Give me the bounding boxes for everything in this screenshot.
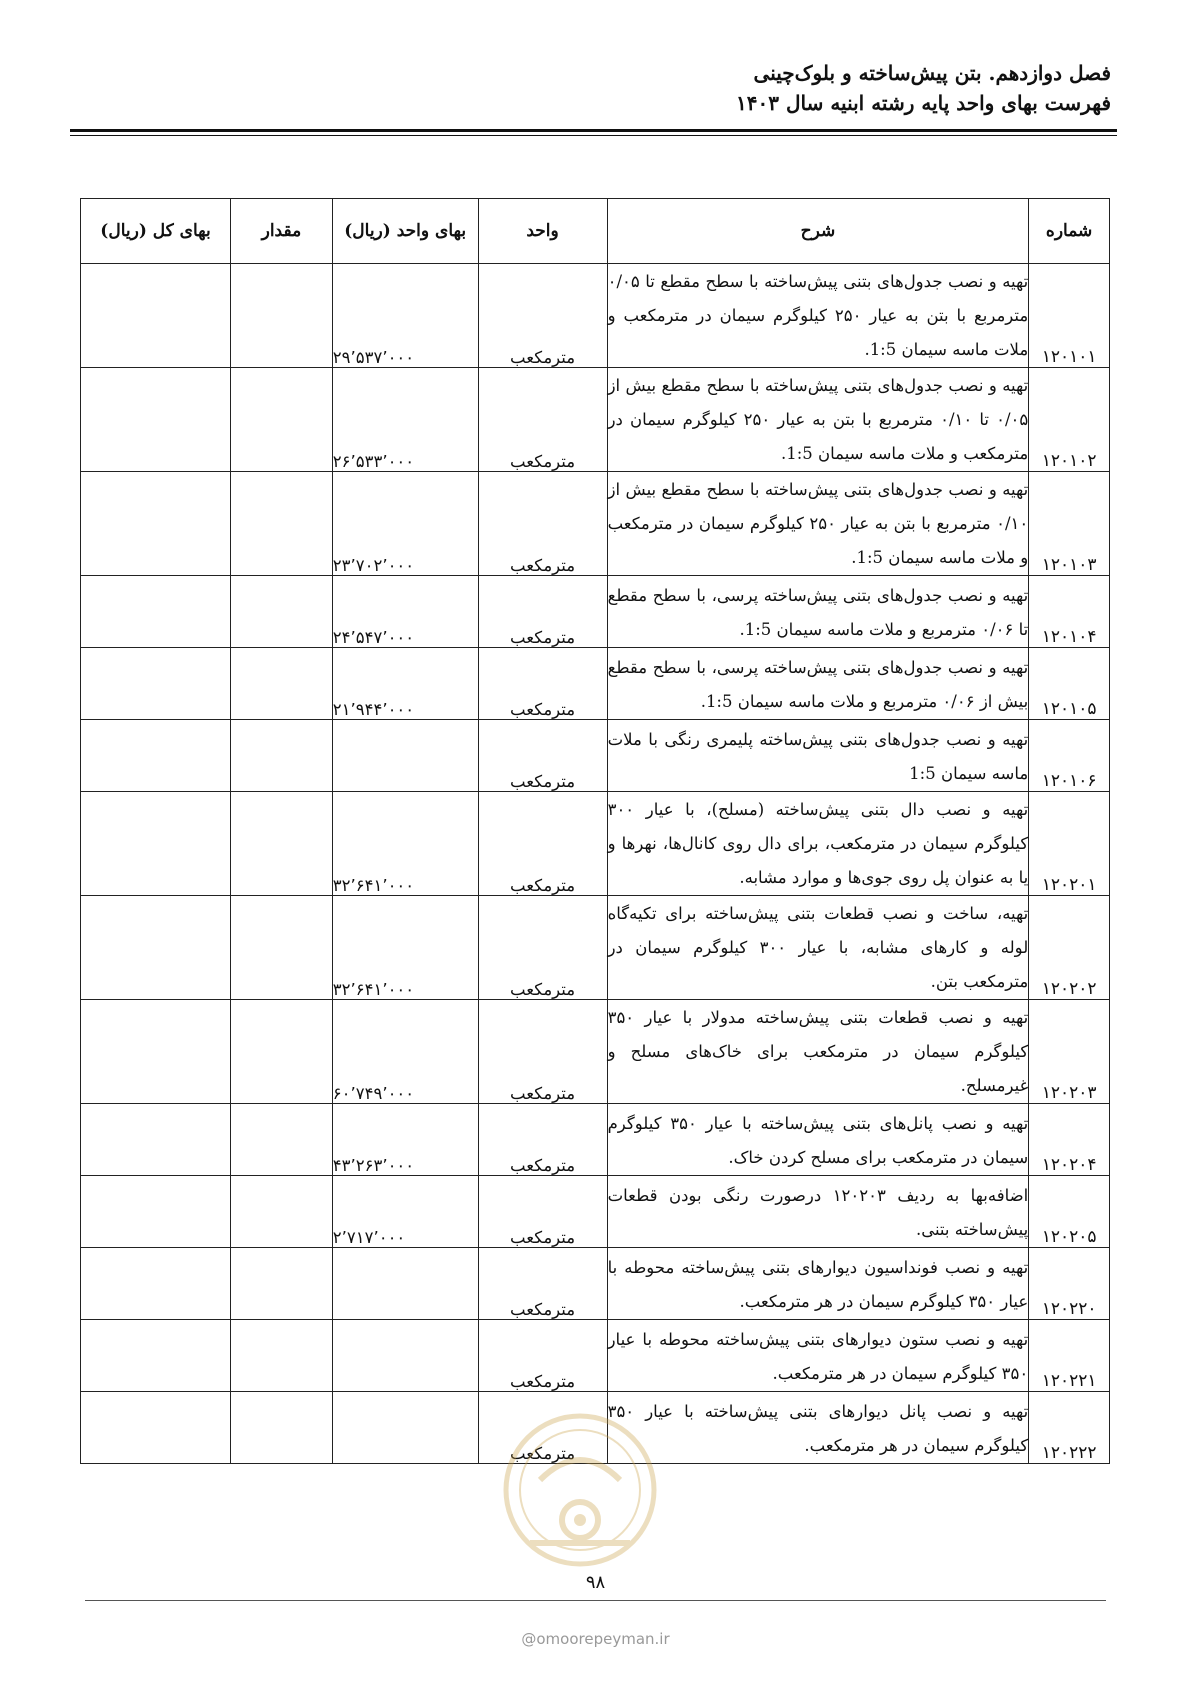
item-total-price xyxy=(81,1320,231,1392)
table-row xyxy=(81,368,1110,472)
item-unit-price: ۲۴٬۵۴۷٬۰۰۰ xyxy=(332,576,478,648)
item-description: تهیه و نصب ستون دیوارهای بتنی پیش‌ساخته محوطه با عیار ۳۵۰ کیلوگرم سیمان در هر مترمکعب. xyxy=(607,1320,1029,1392)
table-row xyxy=(81,1000,1110,1104)
item-quantity xyxy=(231,1176,333,1248)
header-description: شرح xyxy=(607,199,1029,264)
table-row xyxy=(81,648,1110,720)
item-description: تهیه و نصب جدول‌های بتنی پیش‌ساخته با سطح مقطع تا ۰/۰۵ مترمربع با بتن به عیار ۲۵۰ کیلوگرم سیمان در مترمکعب و ملات ماسه سیمان 1:5. xyxy=(607,264,1029,368)
item-unit: مترمکعب xyxy=(478,1104,607,1176)
item-unit: مترمکعب xyxy=(478,792,607,896)
watermark-seal xyxy=(500,1410,660,1575)
item-total-price xyxy=(81,896,231,1000)
page-number: ۹۸ xyxy=(585,1572,606,1593)
item-quantity xyxy=(231,648,333,720)
item-unit-price: ۳۲٬۶۴۱٬۰۰۰ xyxy=(332,792,478,896)
header-rule-thick xyxy=(70,129,1117,132)
item-description: تهیه و نصب دال بتنی پیش‌ساخته (مسلح)، با عیار ۳۰۰ کیلوگرم سیمان در مترمکعب، برای دال روی کانال‌ها، نهرها و یا به عنوان پل روی جوی‌ها و موارد مشابه. xyxy=(607,792,1029,896)
item-total-price xyxy=(81,648,231,720)
page-header xyxy=(70,58,1111,118)
item-quantity xyxy=(231,368,333,472)
item-unit: مترمکعب xyxy=(478,264,607,368)
item-quantity xyxy=(231,264,333,368)
item-quantity xyxy=(231,1000,333,1104)
table-row xyxy=(81,264,1110,368)
item-unit-price xyxy=(332,720,478,792)
item-total-price xyxy=(81,1176,231,1248)
footer-rule xyxy=(85,1600,1106,1601)
item-quantity xyxy=(231,896,333,1000)
item-quantity xyxy=(231,1392,333,1464)
item-quantity xyxy=(231,1320,333,1392)
item-description: اضافه‌بها به ردیف ۱۲۰۲۰۳ درصورت رنگی بودن قطعات پیش‌ساخته بتنی. xyxy=(607,1176,1029,1248)
chapter-title: فصل دوازدهم. بتن پیش‌ساخته و بلوک‌چینی xyxy=(753,61,1111,85)
table-row xyxy=(81,1248,1110,1320)
header-number: شماره xyxy=(1029,199,1110,264)
item-unit-price xyxy=(332,1248,478,1320)
table-row xyxy=(81,1320,1110,1392)
item-unit: مترمکعب xyxy=(478,576,607,648)
item-number: ۱۲۰۱۰۲ xyxy=(1029,368,1110,472)
item-total-price xyxy=(81,472,231,576)
item-unit: مترمکعب xyxy=(478,1248,607,1320)
item-unit-price xyxy=(332,1320,478,1392)
item-description: تهیه و نصب پانل دیوارهای بتنی پیش‌ساخته با عیار ۳۵۰ کیلوگرم سیمان در هر مترمکعب. xyxy=(607,1392,1029,1464)
site-link[interactable]: @omoorepeyman.ir xyxy=(521,1630,670,1648)
item-total-price xyxy=(81,368,231,472)
item-description: تهیه و نصب فونداسیون دیوارهای بتنی پیش‌ساخته محوطه با عیار ۳۵۰ کیلوگرم سیمان در هر مترمکعب. xyxy=(607,1248,1029,1320)
item-number: ۱۲۰۲۲۰ xyxy=(1029,1248,1110,1320)
item-description: تهیه و نصب جدول‌های بتنی پیش‌ساخته پرسی، با سطح مقطع بیش از ۰/۰۶ مترمربع و ملات ماسه سیمان 1:5. xyxy=(607,648,1029,720)
item-number: ۱۲۰۲۰۱ xyxy=(1029,792,1110,896)
item-unit: مترمکعب xyxy=(478,720,607,792)
item-total-price xyxy=(81,1000,231,1104)
item-unit-price: ۲۱٬۹۴۴٬۰۰۰ xyxy=(332,648,478,720)
item-number: ۱۲۰۲۰۲ xyxy=(1029,896,1110,1000)
table-row xyxy=(81,1176,1110,1248)
item-number: ۱۲۰۱۰۱ xyxy=(1029,264,1110,368)
header-unit: واحد xyxy=(478,199,607,264)
item-description: تهیه و نصب جدول‌های بتنی پیش‌ساخته با سطح مقطع بیش از ۰/۱۰ مترمربع با بتن به عیار ۲۵۰ کیلوگرم سیمان در مترمکعب و ملات ماسه سیمان 1:5. xyxy=(607,472,1029,576)
item-description: تهیه و نصب قطعات بتنی پیش‌ساخته مدولار با عیار ۳۵۰ کیلوگرم سیمان در مترمکعب برای خاک‌های مسلح و غیرمسلح. xyxy=(607,1000,1029,1104)
item-unit: مترمکعب xyxy=(478,472,607,576)
item-quantity xyxy=(231,1104,333,1176)
header-quantity: مقدار xyxy=(231,199,333,264)
item-unit-price: ۲۹٬۵۳۷٬۰۰۰ xyxy=(332,264,478,368)
item-unit-price: ۶۰٬۷۴۹٬۰۰۰ xyxy=(332,1000,478,1104)
item-unit: مترمکعب xyxy=(478,368,607,472)
item-total-price xyxy=(81,576,231,648)
table-row xyxy=(81,896,1110,1000)
item-quantity xyxy=(231,792,333,896)
item-unit: مترمکعب xyxy=(478,1000,607,1104)
item-unit: مترمکعب xyxy=(478,1176,607,1248)
item-number: ۱۲۰۱۰۴ xyxy=(1029,576,1110,648)
item-unit-price: ۴۳٬۲۶۳٬۰۰۰ xyxy=(332,1104,478,1176)
item-number: ۱۲۰۲۰۴ xyxy=(1029,1104,1110,1176)
document-subtitle: فهرست بهای واحد پایه رشته ابنیه سال ۱۴۰۳ xyxy=(736,91,1111,115)
item-number: ۱۲۰۲۰۵ xyxy=(1029,1176,1110,1248)
table-row xyxy=(81,720,1110,792)
header-rule-thin xyxy=(70,135,1117,136)
item-unit-price xyxy=(332,1392,478,1464)
item-number: ۱۲۰۱۰۳ xyxy=(1029,472,1110,576)
price-list-table xyxy=(80,198,1110,1464)
table-row xyxy=(81,576,1110,648)
header-total-price: بهای کل (ریال) xyxy=(81,199,231,264)
item-unit-price: ۲٬۷۱۷٬۰۰۰ xyxy=(332,1176,478,1248)
item-total-price xyxy=(81,1104,231,1176)
item-unit-price: ۲۳٬۷۰۲٬۰۰۰ xyxy=(332,472,478,576)
item-unit-price: ۲۶٬۵۳۳٬۰۰۰ xyxy=(332,368,478,472)
item-quantity xyxy=(231,472,333,576)
item-quantity xyxy=(231,720,333,792)
item-unit: مترمکعب xyxy=(478,896,607,1000)
item-total-price xyxy=(81,1392,231,1464)
item-total-price xyxy=(81,264,231,368)
item-total-price xyxy=(81,720,231,792)
item-description: تهیه، ساخت و نصب قطعات بتنی پیش‌ساخته برای تکیه‌گاه لوله و کارهای مشابه، با عیار ۳۰۰ کیلوگرم سیمان در مترمکعب بتن. xyxy=(607,896,1029,1000)
item-quantity xyxy=(231,1248,333,1320)
item-number: ۱۲۰۲۰۳ xyxy=(1029,1000,1110,1104)
item-description: تهیه و نصب پانل‌های بتنی پیش‌ساخته با عیار ۳۵۰ کیلوگرم سیمان در مترمکعب برای مسلح کردن خاک. xyxy=(607,1104,1029,1176)
table-header-row xyxy=(81,199,1110,264)
item-number: ۱۲۰۱۰۶ xyxy=(1029,720,1110,792)
table-row xyxy=(81,1104,1110,1176)
table-row xyxy=(81,792,1110,896)
item-unit-price: ۳۲٬۶۴۱٬۰۰۰ xyxy=(332,896,478,1000)
item-description: تهیه و نصب جدول‌های بتنی پیش‌ساخته با سطح مقطع بیش از ۰/۰۵ تا ۰/۱۰ مترمربع با بتن به عیار ۲۵۰ کیلوگرم سیمان در مترمکعب و ملات ماسه سیمان 1:5. xyxy=(607,368,1029,472)
item-number: ۱۲۰۱۰۵ xyxy=(1029,648,1110,720)
item-total-price xyxy=(81,792,231,896)
item-number: ۱۲۰۲۲۲ xyxy=(1029,1392,1110,1464)
item-unit: مترمکعب xyxy=(478,648,607,720)
item-number: ۱۲۰۲۲۱ xyxy=(1029,1320,1110,1392)
item-quantity xyxy=(231,576,333,648)
table-row xyxy=(81,472,1110,576)
item-description: تهیه و نصب جدول‌های بتنی پیش‌ساخته پرسی، با سطح مقطع تا ۰/۰۶ مترمربع و ملات ماسه سیمان 1:5. xyxy=(607,576,1029,648)
item-total-price xyxy=(81,1248,231,1320)
item-unit: مترمکعب xyxy=(478,1392,607,1464)
header-unit-price: بهای واحد (ریال) xyxy=(332,199,478,264)
item-unit: مترمکعب xyxy=(478,1320,607,1392)
item-description: تهیه و نصب جدول‌های بتنی پیش‌ساخته پلیمری رنگی با ملات ماسه سیمان 1:5 xyxy=(607,720,1029,792)
